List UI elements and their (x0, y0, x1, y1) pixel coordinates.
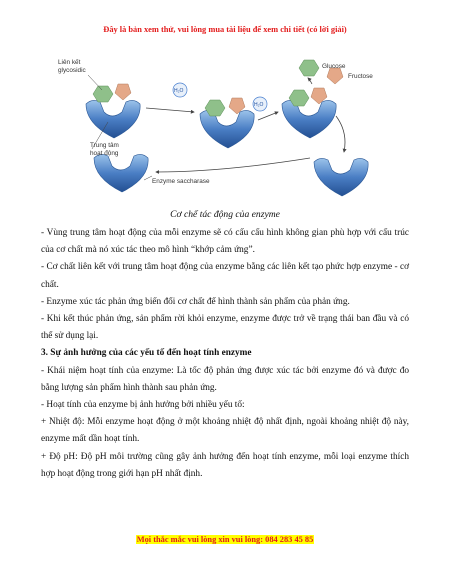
contact-text: Mọi thắc mắc vui lòng xin vui lòng: 084 283 45 85 (136, 535, 314, 544)
paragraph: - Khi kết thúc phản ứng, sản phẩm rời khỏi enzyme, enzyme được trở về trạng thái ban đầu và có thể sử dụng lại. (41, 314, 409, 342)
fructose-molecule (115, 84, 131, 100)
label-water: H₂O (174, 88, 184, 94)
enzyme-shape-5 (314, 158, 368, 196)
glucose-product (299, 60, 319, 76)
paragraph: - Vùng trung tâm hoạt động của mỗi enzyme sẽ có cấu cấu hình không gian phù hợp với cấu trúc của cơ chất mà nó xúc tác theo mô hình “khớp cảm ứng”. (41, 228, 409, 256)
glucose-molecule (93, 86, 113, 102)
enzyme-mechanism-figure (52, 46, 392, 202)
label-enzyme: Enzyme saccharase (152, 178, 210, 185)
contact-footer (0, 535, 450, 544)
fructose-product (327, 68, 343, 84)
label-site-line2: hoạt động (90, 150, 119, 157)
label-glucose: Glucose (322, 63, 346, 70)
pointer-line (88, 75, 102, 90)
label-fructose: Fructose (348, 73, 373, 80)
label-site-line1: Trung tâm (90, 142, 119, 149)
pointer-line (144, 176, 152, 180)
document-body (41, 225, 409, 483)
label-water: H₂O (254, 102, 264, 108)
paragraph: - Enzyme xúc tác phản ứng biến đổi cơ chất để hình thành sản phẩm của phản ứng. (41, 296, 350, 307)
reaction-arrow (336, 116, 345, 152)
paragraph: - Cơ chất liên kết với trung tâm hoạt động của enzyme bằng các liên kết tạo phức hợp enzyme - cơ chất. (41, 262, 409, 290)
reaction-arrow (146, 108, 194, 112)
enzyme-shape-3 (282, 100, 336, 138)
enzyme-shape-1 (86, 100, 140, 138)
reaction-arrow (308, 78, 312, 84)
preview-notice: Đây là bản xem thử, vui lòng mua tài liệu để xem chi tiết (có lời giải) (103, 25, 347, 34)
paragraph: - Khái niệm hoạt tính của enzyme: Là tốc độ phản ứng được xúc tác bởi enzyme đó và được đo bằng lượng sản phẩm hình thành sau phản ứng. (41, 365, 409, 393)
label-bond-line2: glycosidic (58, 67, 86, 74)
figure-caption: Cơ chế tác động của enzyme (170, 209, 280, 220)
reaction-arrow (258, 112, 278, 120)
enzyme-mechanism-diagram (52, 46, 392, 202)
reaction-arrow (156, 158, 310, 172)
paragraph: + Độ pH: Độ pH môi trường cũng gây ảnh hưởng đến hoạt tính enzyme, mỗi loại enzyme thích hợp hoạt động trong giới hạn pH nhất định. (41, 451, 409, 479)
paragraph: + Nhiệt độ: Mỗi enzyme hoạt động ở một khoảng nhiệt độ nhất định, ngoài khoảng nhiệt độ này, enzyme mất dần hoạt tính. (41, 417, 409, 445)
enzyme-shape-2 (200, 110, 254, 148)
section-heading: 3. Sự ảnh hưởng của các yếu tố đến hoạt tính enzyme (41, 348, 252, 359)
paragraph: - Hoạt tính của enzyme bị ảnh hưởng bởi nhiều yếu tố: (41, 400, 245, 411)
enzyme-shape-4 (94, 154, 148, 192)
label-bond-line1: Liên kết (58, 59, 81, 66)
